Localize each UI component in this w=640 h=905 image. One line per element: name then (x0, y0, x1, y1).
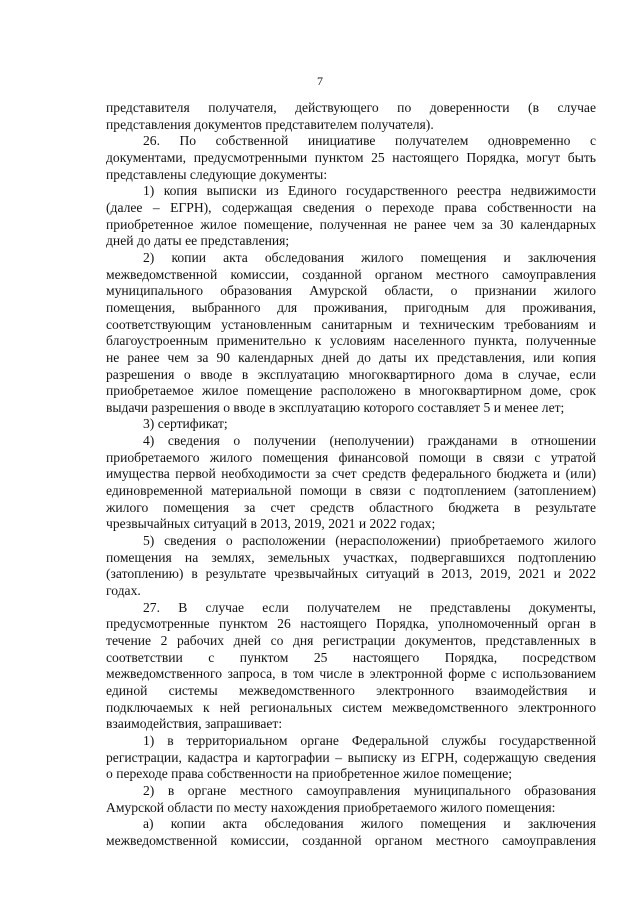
text-line: единовременной материальной помощи в связи с подтоплением (затоплением) (106, 483, 596, 499)
text-line: регистрации, кадастра и картографии – выписку из ЕГРН, содержащую сведения (106, 749, 596, 765)
text-line: дней до даты ее представления; (106, 233, 290, 249)
text-line: 4) сведения о получении (неполучении) гражданами в отношении (143, 433, 596, 449)
text-line: межведомственной комиссии, созданной органом местного самоуправления (106, 832, 596, 848)
text-line: соответствующим установленным санитарным и техническим требованиям и (106, 316, 596, 332)
text-line: а) копии акта обследования жилого помещения и заключения (143, 816, 596, 832)
text-line: единой системы межведомственного электронного взаимодействия и (106, 682, 596, 698)
page-number: 7 (317, 74, 323, 88)
text-line: муниципального образования Амурской области, о признании жилого (106, 283, 596, 299)
text-line: о переходе права собственности на приобретенное жилое помещение; (106, 766, 513, 782)
text-line: имущества первой необходимости за счет средств федерального бюджета и (или) (106, 466, 596, 482)
text-line: (затоплению) в результате чрезвычайных ситуаций в 2013, 2019, 2021 и 2022 (106, 566, 596, 582)
text-line: представлены следующие документы: (106, 166, 328, 182)
text-line: чрезвычайных ситуаций в 2013, 2019, 2021 и 2022 годах; (106, 516, 436, 532)
text-line: 1) копия выписки из Единого государственного реестра недвижимости (143, 183, 596, 199)
text-line: не ранее чем за 90 календарных дней до даты их представления, или копия (106, 349, 596, 365)
text-line: выдачи разрешения о вводе в эксплуатацию которого составляет 5 и менее лет; (106, 399, 565, 415)
text-line: 2) в органе местного самоуправления муниципального образования (143, 782, 596, 798)
text-line: 2) копии акта обследования жилого помещения и заключения (143, 249, 596, 265)
text-line: 5) сведения о расположении (нерасположении) приобретаемого жилого (143, 533, 596, 549)
text-line: Амурской области по месту нахождения приобретаемого жилого помещения: (106, 799, 556, 815)
text-line: (далее – ЕГРН), содержащая сведения о переходе права собственности на (106, 199, 596, 215)
text-line: подключаемых к ней региональных систем межведомственного электронного (106, 699, 596, 715)
text-line: приобретаемого жилого помещения финансовой помощи в связи с утратой (106, 449, 596, 465)
text-line: документами, предусмотренными пунктом 25 настоящего Порядка, могут быть (106, 149, 596, 165)
text-line: благоустроенным применительно к условиям населенного пункта, полученные (106, 333, 596, 349)
text-line: течение 2 рабочих дней со дня регистрации документов, представленных в (106, 633, 596, 648)
text-line: предусмотренные пунктом 26 настоящего Порядка, уполномоченный орган в (106, 616, 596, 632)
text-line: представителя получателя, действующего по доверенности (в случае (106, 100, 596, 115)
text-line: разрешения о вводе в эксплуатацию многоквартирного дома в случае, если (106, 366, 596, 382)
text-line: приобретаемое жилое помещение расположено в многоквартирном доме, срок (106, 383, 596, 399)
text-line: соответствии с пунктом 25 настоящего Порядка, посредством (106, 649, 596, 665)
text-line: приобретенное жилое помещение, полученная не ранее чем за 30 календарных (106, 216, 596, 232)
text-line: 1) в территориальном органе Федеральной службы государственной (143, 732, 596, 748)
text-line: помещения на землях, земельных участках, подвергавшихся подтоплению (106, 549, 596, 565)
text-line: 26. По собственной инициативе получателем одновременно с (143, 133, 596, 149)
text-line: 27. В случае если получателем не представлены документы, (143, 599, 596, 615)
text-line: взаимодействия, запрашивает: (106, 716, 283, 732)
text-line: 3) сертификат; (143, 416, 228, 432)
text-line: помещения, выбранного для проживания, пригодным для проживания, (106, 299, 596, 315)
text-line: межведомственного запроса, в том числе в электронной форме с использованием (106, 666, 596, 682)
text-line: жилого помещения за счет средств областного бюджета в результате (106, 499, 596, 515)
document-body (106, 100, 596, 850)
text-line: представления документов представителем получателя). (106, 116, 434, 132)
text-line: годах. (106, 583, 141, 599)
text-line: межведомственной комиссии, созданной органом местного самоуправления (106, 266, 596, 282)
